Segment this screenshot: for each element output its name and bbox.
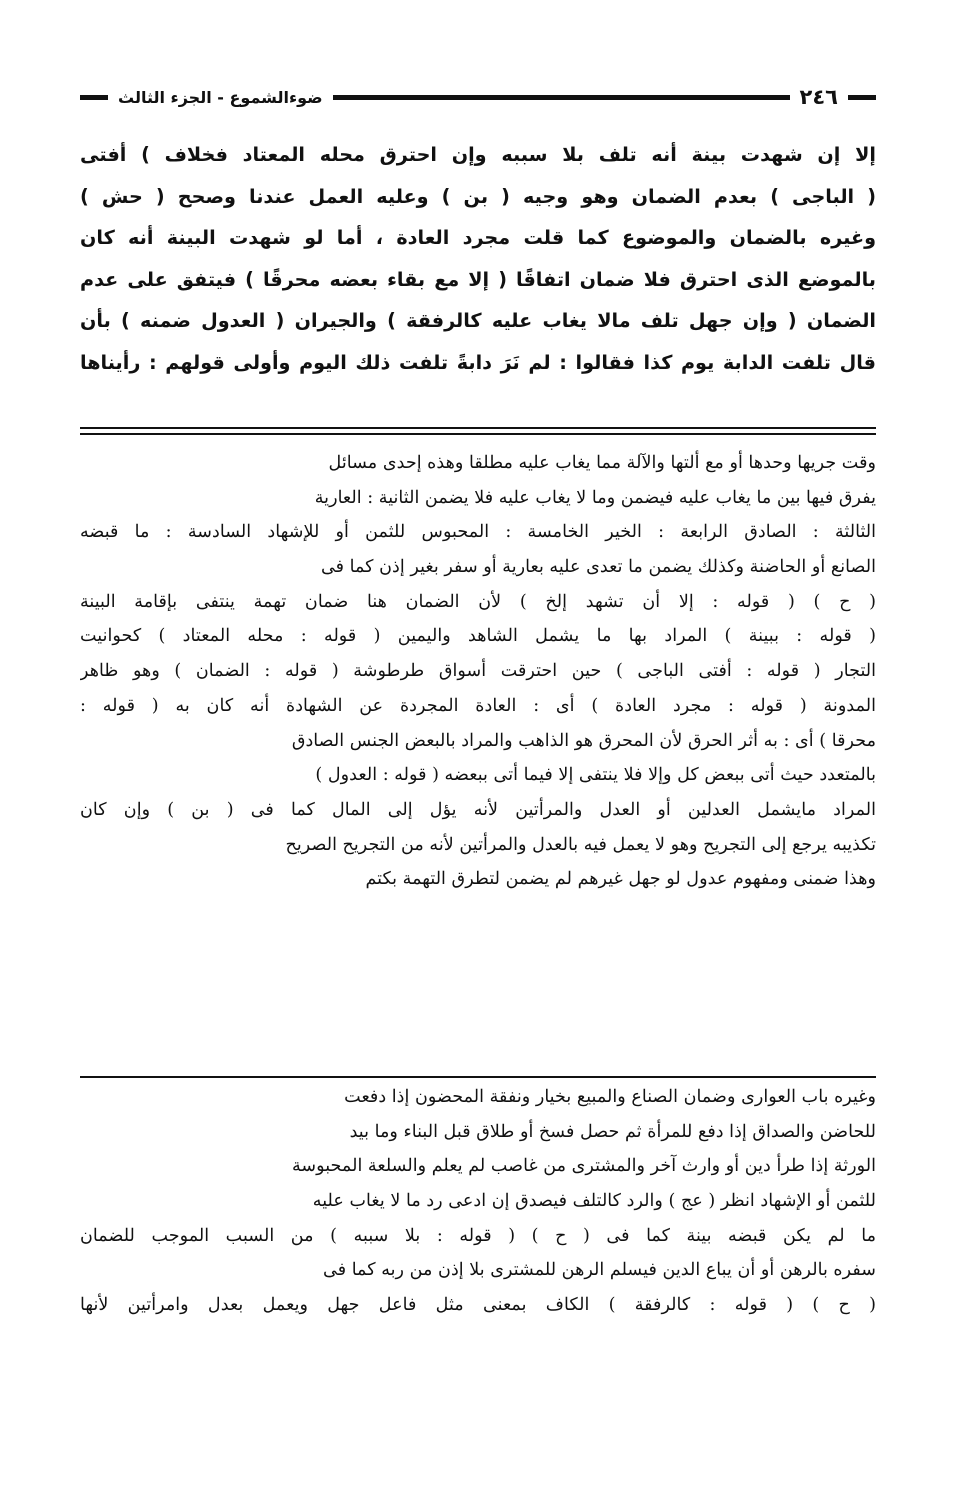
header-dash [80, 95, 108, 100]
commentary-line: ( ح ) ( قوله : إلا أن تشهد إلخ ) لأن الضمان هنا ضمان تهمة ينتفى بإقامة البينة [80, 591, 876, 612]
subcommentary-line: للحاضن والصداق إذا دفع للمرأة ثم حصل فسخ أو طلاق قبل البناء وما بيد [349, 1121, 876, 1142]
header-rule [333, 95, 790, 100]
main-text-line: الضمان ( وإن جهل تلف مالا يغاب عليه كالرفقة ) والجيران ( العدول ضمنه ) بأن [80, 309, 876, 332]
commentary-line: يفرق فيها بين ما يغاب عليه فيضمن وما لا يغاب عليه فلا يضمن الثانية : العارية [314, 487, 876, 508]
page-header [80, 82, 876, 112]
commentary-line: تكذيبه يرجع إلى التجريح وهو لا يعمل فيه بالعدل والمرأتين لأنه من التجريح الصريح [285, 834, 876, 855]
single-divider [80, 1076, 876, 1078]
commentary-line: التجار ( قوله : أفتى الباجى ) حين احترقت أسواق طرطوشة ( قوله : الضمان ) وهو ظاهر [80, 661, 876, 682]
divider-line [80, 433, 876, 435]
subcommentary-line: الورثة إذا طرأ دين أو وارث آخر والمشترى من غاصب لم يعلم والسلعة المحبوسة [291, 1156, 876, 1177]
main-text-line: بالموضع الذى احترق فلا ضمان اتفاقًا ( إلا مع بقاء بعضه محرقًا ) فيتفق على عدم [80, 267, 876, 291]
main-text [80, 134, 876, 383]
subcommentary-line: وغيره باب العوارى وضمان الصناع والمبيع بخيار ونفقة المحضون إذا دفعت [344, 1087, 876, 1107]
book-title: ضوءالشموع - الجزء الثالث [118, 87, 323, 107]
commentary-line: الثالثة : الصادق الرابعة : الخير الخامسة : المحبوس للثمن أو للإشهاد السادسة : ما قبضه [80, 522, 876, 543]
double-divider [80, 427, 876, 435]
header-dash [848, 95, 876, 100]
main-text-line: قال تلفت الدابة يوم كذا فقالوا : لم نَرَ دابةً تلفت ذلك اليوم وأولى قولهم : رأيناها [80, 350, 876, 374]
commentary-line: المراد مايشمل العدلين أو العدل والمرأتين لأنه يؤل إلى المال كما فى ( بن ) وإن كان [80, 799, 876, 820]
commentary-line: وقت جريها وحدها أو مع ألتها والآلة مما يغاب عليه مطلقا وهذه إحدى مسائل [328, 453, 876, 473]
commentary-line: بالمتعدد حيث أتى ببعض كل وإلا فلا ينتفى إلا فيما أتى ببعضه ( قوله : العدول ) [315, 765, 876, 786]
page-number: ٢٤٦ [799, 85, 838, 109]
commentary-line: وهذا ضمنى ومفهوم عدول لو جهل غيرهم لم يضمن لتطرق التهمة بكتم [365, 869, 876, 890]
commentary-line: محرقا ) أى : به أثر الحرق لأن المحرق هو الذاهب والمراد بالبعض الجنس الصادق [291, 730, 876, 751]
main-text-line: وغيره بالضمان والموضوع كما قلت مجرد العادة ، أما لو شهدت البينة أنه كان [80, 226, 876, 249]
subcommentary-line: ( ح ) ( قوله : كالرفقة ) الكاف بمعنى مثل فاعل جهل ويعمل بعدل وامرأتين لأنها [80, 1295, 876, 1316]
subcommentary-line: للثمن أو الإشهاد انظر ( عج ) والرد كالتلف فيصدق إن ادعى رد ما لا يغاب عليه [312, 1191, 876, 1212]
commentary-text [80, 446, 876, 897]
subcommentary-line: ما لم يكن قبضه بينة كما فى ( ح ) ( قوله : بلا سببه ) من السبب الموجب للضمان [80, 1225, 876, 1246]
main-text-line: إلا إن شهدت بينة أنه تلف بلا سببه وإن احترق محله المعتاد فخلاف ) أفتى [80, 143, 876, 166]
subcommentary-text [80, 1080, 876, 1323]
subcommentary-line: سفره بالرهن أو أن يباع الدين فيسلم الرهن للمشترى بلا إذن من ربه كما فى [323, 1260, 876, 1281]
divider-line [80, 427, 876, 429]
commentary-line: ( قوله : ببينة ) المراد بها ما يشمل الشاهد واليمين ( قوله : محله المعتاد ) كحوانيت [80, 626, 876, 647]
main-text-line: ( الباجى ) بعدم الضمان وهو وجيه ( بن ) وعليه العمل عندنا وصحح ( حش ) [80, 184, 876, 208]
commentary-line: الصانع أو الحاضنة وكذلك يضمن ما تعدى عليه بعارية أو سفر بغير إذن كما فى [320, 557, 876, 578]
commentary-line: المدونة ( قوله : مجرد العادة ) أى : العادة المجردة عن الشهادة أنه كان به ( قوله : [80, 695, 876, 716]
